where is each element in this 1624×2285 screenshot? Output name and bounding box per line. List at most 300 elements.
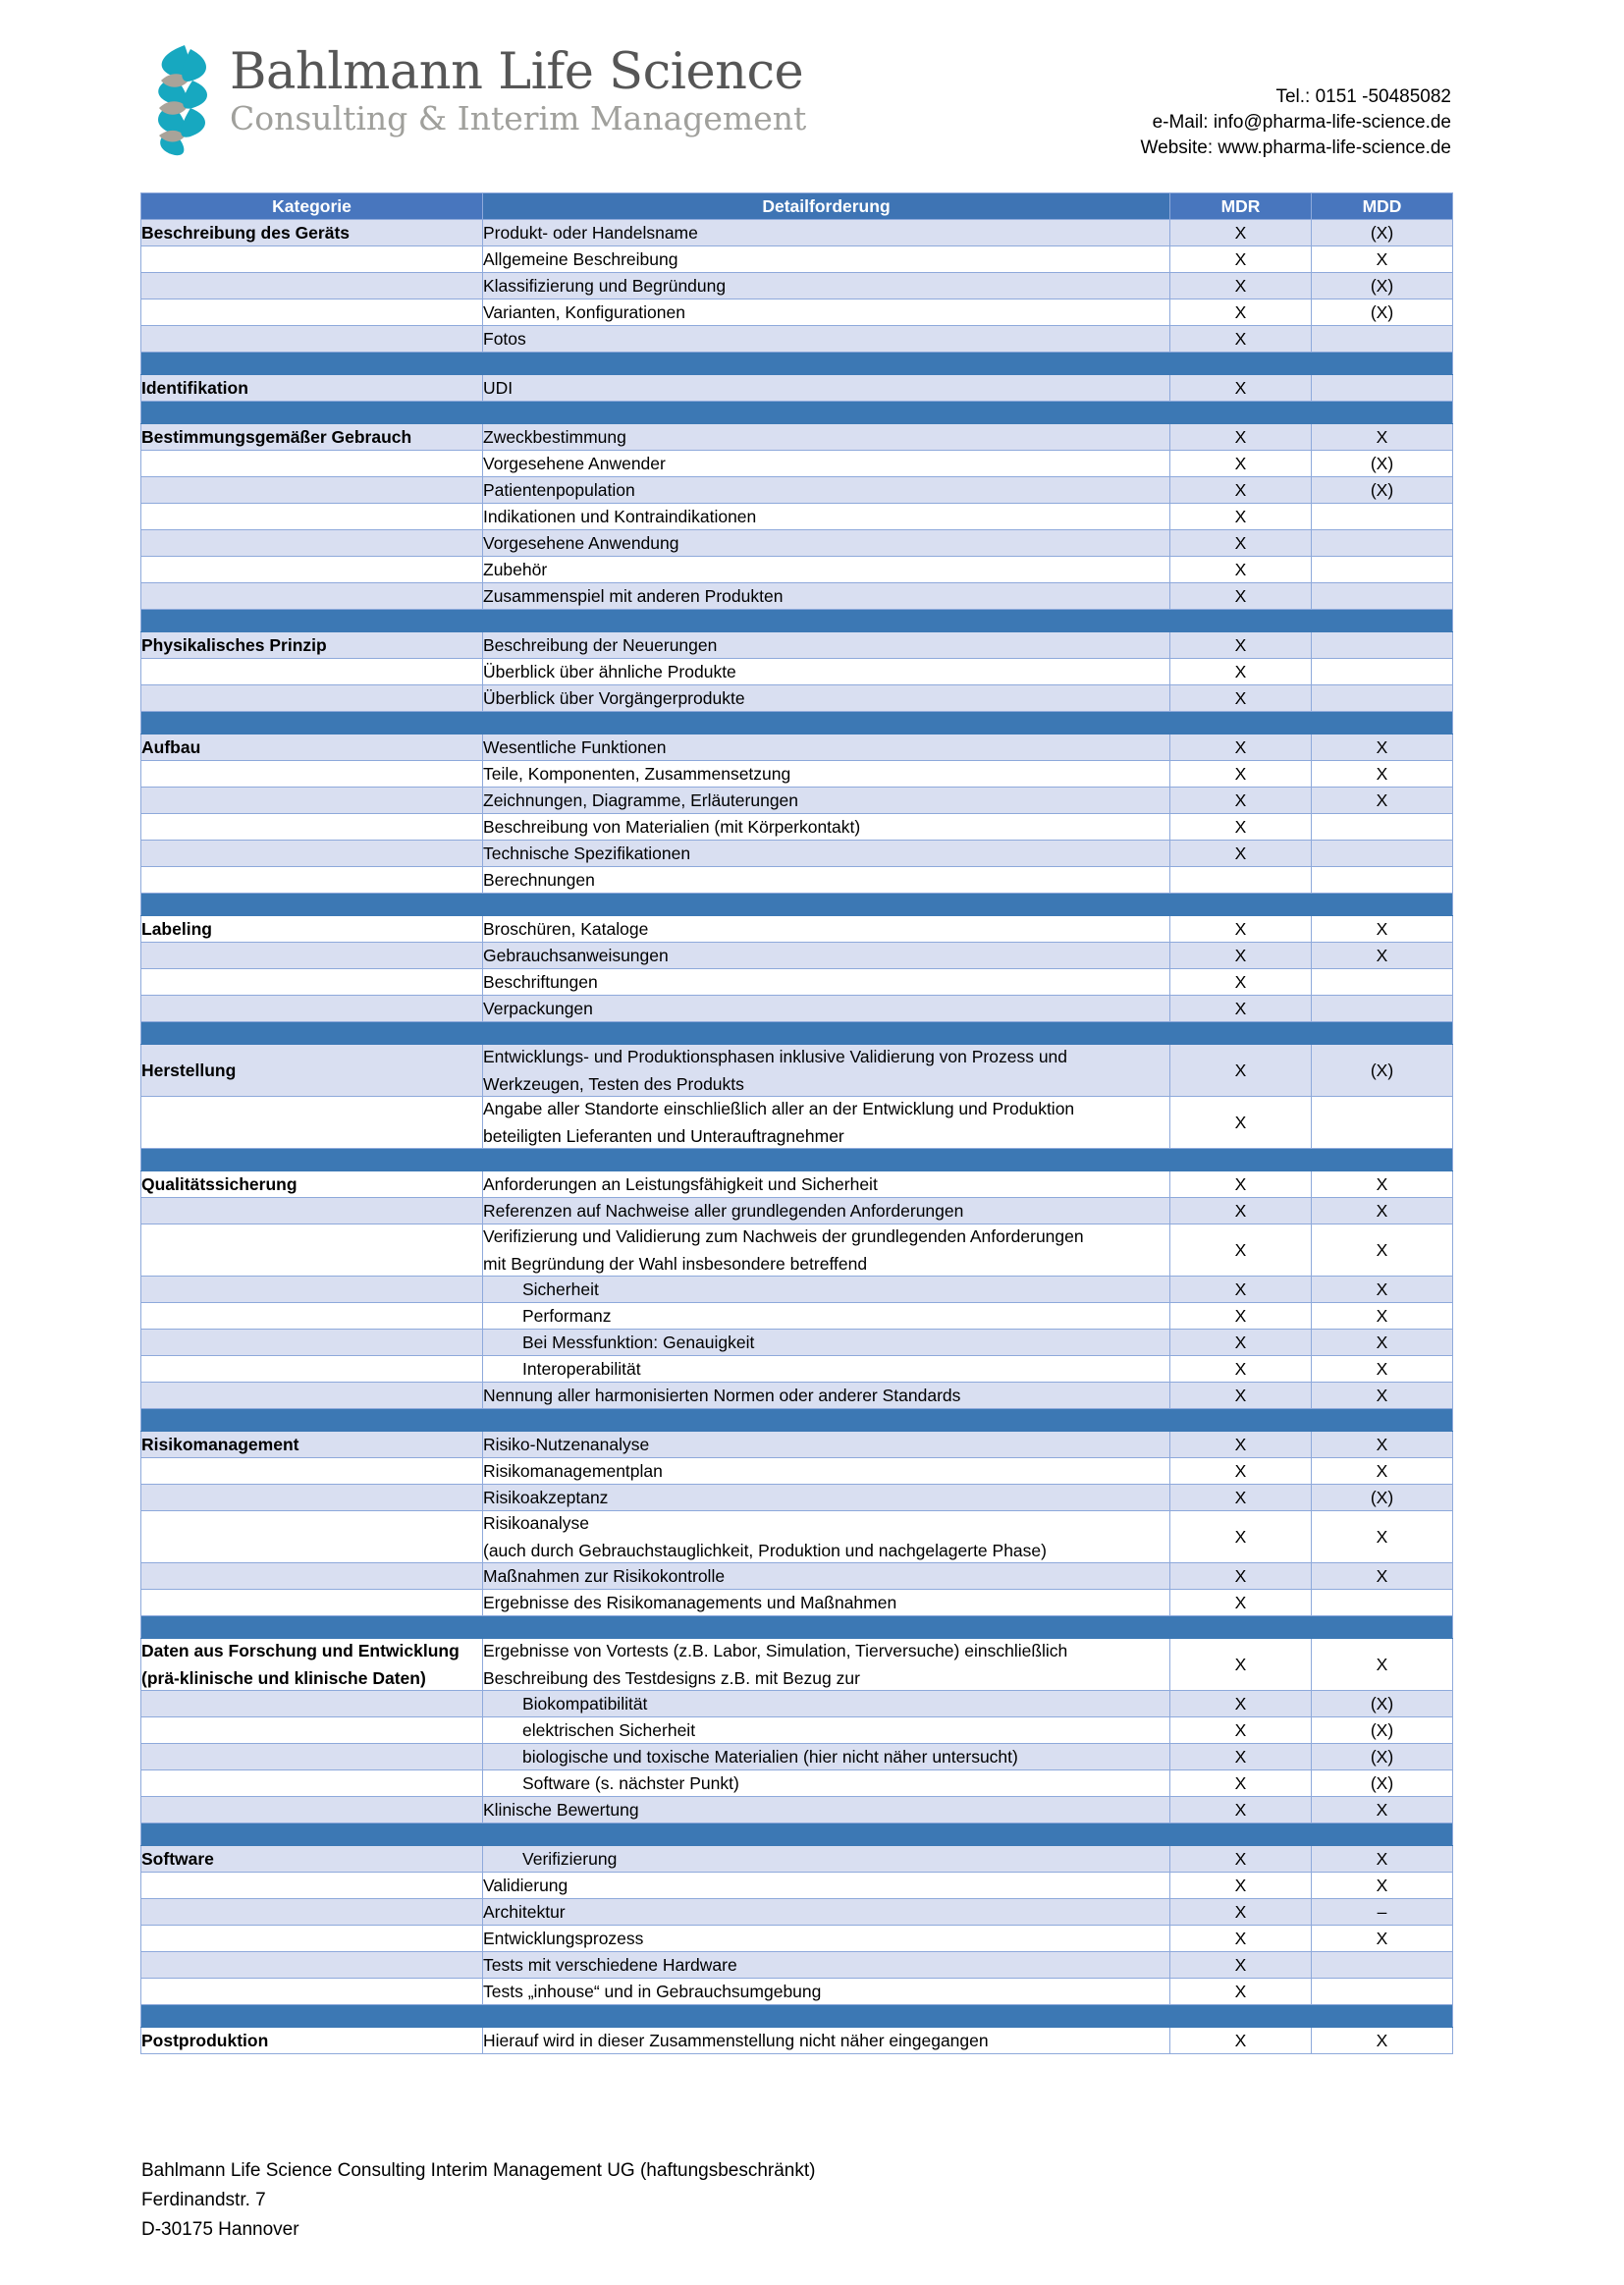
cell-mdd-mark: X	[1312, 1639, 1453, 1691]
table-row	[141, 477, 1453, 504]
table-row	[141, 557, 1453, 583]
cell-mdr-mark: X	[1170, 1277, 1312, 1303]
cell-kategorie	[141, 273, 483, 299]
cell-kategorie	[141, 969, 483, 996]
cell-mdr-mark: X	[1170, 220, 1312, 246]
cell-mdr-mark: X	[1170, 1171, 1312, 1198]
cell-mdr-mark: X	[1170, 1717, 1312, 1744]
cell-mdr-mark: X	[1170, 2028, 1312, 2054]
logo-title: Bahlmann Life Science	[230, 43, 804, 101]
cell-mdr-mark: X	[1170, 530, 1312, 557]
table-row	[141, 424, 1453, 451]
cell-detailforderung: Architektur	[483, 1899, 1170, 1926]
cell-mdd-mark	[1312, 557, 1453, 583]
cell-kategorie	[141, 1224, 483, 1277]
cell-detailforderung: Allgemeine Beschreibung	[483, 246, 1170, 273]
cell-kategorie	[141, 557, 483, 583]
cell-mdr-mark: X	[1170, 996, 1312, 1022]
cell-mdd-mark	[1312, 632, 1453, 659]
section-separator-cell	[141, 1149, 1453, 1171]
cell-kategorie	[141, 1356, 483, 1383]
table-row	[141, 1770, 1453, 1797]
cell-detailforderung: Software (s. nächster Punkt)	[483, 1770, 1170, 1797]
section-separator-band	[141, 1022, 1453, 1045]
cell-kategorie	[141, 299, 483, 326]
cell-detailforderung: Tests mit verschiedene Hardware	[483, 1952, 1170, 1979]
cell-mdd-mark	[1312, 969, 1453, 996]
table-row	[141, 1873, 1453, 1899]
cell-detailforderung: Beschriftungen	[483, 969, 1170, 996]
table-row	[141, 632, 1453, 659]
cell-mdd-mark: X	[1312, 1198, 1453, 1224]
section-separator-cell	[141, 353, 1453, 375]
cell-detailforderung: UDI	[483, 375, 1170, 402]
cell-kategorie	[141, 583, 483, 610]
cell-mdr-mark: X	[1170, 1303, 1312, 1330]
table-row	[141, 1744, 1453, 1770]
cell-mdd-mark: X	[1312, 246, 1453, 273]
cell-kategorie	[141, 1691, 483, 1717]
cell-detailforderung: Vorgesehene Anwender	[483, 451, 1170, 477]
table-row	[141, 451, 1453, 477]
cell-kategorie	[141, 326, 483, 353]
cell-mdd-mark	[1312, 867, 1453, 894]
cell-mdd-mark: X	[1312, 1511, 1453, 1563]
table-row	[141, 1979, 1453, 2005]
footer-street: Ferdinandstr. 7	[141, 2190, 266, 2210]
cell-mdd-mark: X	[1312, 1873, 1453, 1899]
cell-kategorie	[141, 246, 483, 273]
cell-mdr-mark: X	[1170, 557, 1312, 583]
cell-detailforderung: Risiko-Nutzenanalyse	[483, 1432, 1170, 1458]
cell-mdr-mark: X	[1170, 273, 1312, 299]
footer-city: D-30175 Hannover	[141, 2219, 299, 2240]
cell-mdd-mark: X	[1312, 1356, 1453, 1383]
cell-detailforderung: Zweckbestimmung	[483, 424, 1170, 451]
cell-mdr-mark: X	[1170, 1926, 1312, 1952]
cell-mdd-mark	[1312, 685, 1453, 712]
cell-mdr-mark: X	[1170, 916, 1312, 943]
cell-kategorie: Daten aus Forschung und Entwicklung (prä-klinische und klinische Daten)	[141, 1639, 483, 1691]
table-row	[141, 1691, 1453, 1717]
requirements-table-wrap	[140, 192, 1452, 2054]
table-row	[141, 761, 1453, 788]
cell-kategorie	[141, 867, 483, 894]
cell-mdd-mark	[1312, 326, 1453, 353]
cell-kategorie: Beschreibung des Geräts	[141, 220, 483, 246]
cell-detailforderung: Indikationen und Kontraindikationen	[483, 504, 1170, 530]
cell-kategorie	[141, 1717, 483, 1744]
cell-mdr-mark: X	[1170, 632, 1312, 659]
cell-detailforderung: Gebrauchsanweisungen	[483, 943, 1170, 969]
cell-detailforderung: Technische Spezifikationen	[483, 841, 1170, 867]
cell-mdd-mark: X	[1312, 1303, 1453, 1330]
cell-detailforderung: Sicherheit	[483, 1277, 1170, 1303]
cell-mdr-mark: X	[1170, 1952, 1312, 1979]
cell-detailforderung: Validierung	[483, 1873, 1170, 1899]
cell-mdd-mark	[1312, 996, 1453, 1022]
cell-mdd-mark: X	[1312, 1926, 1453, 1952]
cell-kategorie	[141, 685, 483, 712]
cell-mdr-mark: X	[1170, 969, 1312, 996]
cell-kategorie	[141, 1198, 483, 1224]
cell-mdd-mark: X	[1312, 1171, 1453, 1198]
cell-mdd-mark: X	[1312, 1563, 1453, 1590]
cell-detailforderung: Anforderungen an Leistungsfähigkeit und Sicherheit	[483, 1171, 1170, 1198]
section-separator-band	[141, 1616, 1453, 1639]
table-row	[141, 685, 1453, 712]
table-row	[141, 814, 1453, 841]
cell-mdr-mark: X	[1170, 1458, 1312, 1485]
cell-mdd-mark	[1312, 1952, 1453, 1979]
cell-detailforderung: Tests „inhouse“ und in Gebrauchsumgebung	[483, 1979, 1170, 2005]
table-row	[141, 1432, 1453, 1458]
cell-mdr-mark: X	[1170, 1797, 1312, 1823]
cell-mdr-mark: X	[1170, 1045, 1312, 1097]
cell-kategorie	[141, 1952, 483, 1979]
cell-kategorie	[141, 1899, 483, 1926]
cell-kategorie	[141, 1485, 483, 1511]
cell-detailforderung: Verifizierung	[483, 1846, 1170, 1873]
table-header	[141, 193, 1453, 220]
table-row	[141, 1639, 1453, 1691]
column-header-kategorie: Kategorie	[141, 193, 483, 220]
section-separator-band	[141, 610, 1453, 632]
cell-detailforderung: Berechnungen	[483, 867, 1170, 894]
cell-detailforderung: Zeichnungen, Diagramme, Erläuterungen	[483, 788, 1170, 814]
cell-detailforderung: Verpackungen	[483, 996, 1170, 1022]
cell-mdr-mark: X	[1170, 761, 1312, 788]
table-row	[141, 1458, 1453, 1485]
cell-detailforderung: Zusammenspiel mit anderen Produkten	[483, 583, 1170, 610]
cell-detailforderung: Referenzen auf Nachweise aller grundlegenden Anforderungen	[483, 1198, 1170, 1224]
cell-detailforderung: Risikomanagementplan	[483, 1458, 1170, 1485]
cell-kategorie	[141, 451, 483, 477]
section-separator-band	[141, 2005, 1453, 2028]
cell-mdr-mark: X	[1170, 1639, 1312, 1691]
cell-mdr-mark: X	[1170, 451, 1312, 477]
table-row	[141, 1097, 1453, 1149]
cell-kategorie	[141, 1330, 483, 1356]
table-row	[141, 1330, 1453, 1356]
column-header-mdd: MDD	[1312, 193, 1453, 220]
helix-logo-icon	[145, 41, 222, 157]
cell-detailforderung: Beschreibung von Materialien (mit Körperkontakt)	[483, 814, 1170, 841]
cell-mdd-mark: X	[1312, 1330, 1453, 1356]
cell-mdr-mark: X	[1170, 943, 1312, 969]
cell-mdr-mark: X	[1170, 1770, 1312, 1797]
cell-mdd-mark	[1312, 1590, 1453, 1616]
cell-mdr-mark: X	[1170, 659, 1312, 685]
table-row	[141, 1926, 1453, 1952]
cell-kategorie: Qualitätssicherung	[141, 1171, 483, 1198]
cell-mdr-mark: X	[1170, 1330, 1312, 1356]
table-row	[141, 2028, 1453, 2054]
section-separator-band	[141, 894, 1453, 916]
cell-kategorie	[141, 1797, 483, 1823]
cell-mdd-mark: –	[1312, 1899, 1453, 1926]
cell-kategorie	[141, 1770, 483, 1797]
cell-mdr-mark: X	[1170, 1432, 1312, 1458]
cell-mdd-mark: X	[1312, 943, 1453, 969]
cell-detailforderung: Bei Messfunktion: Genauigkeit	[483, 1330, 1170, 1356]
cell-kategorie	[141, 1458, 483, 1485]
table-row	[141, 1563, 1453, 1590]
cell-mdr-mark: X	[1170, 814, 1312, 841]
cell-mdr-mark	[1170, 867, 1312, 894]
table-row	[141, 1590, 1453, 1616]
cell-kategorie	[141, 996, 483, 1022]
section-separator-cell	[141, 712, 1453, 734]
cell-detailforderung: Überblick über Vorgängerprodukte	[483, 685, 1170, 712]
cell-mdd-mark: (X)	[1312, 451, 1453, 477]
cell-kategorie	[141, 1097, 483, 1149]
cell-kategorie	[141, 1563, 483, 1590]
table-row	[141, 326, 1453, 353]
cell-mdd-mark: X	[1312, 1458, 1453, 1485]
table-row	[141, 996, 1453, 1022]
cell-mdr-mark: X	[1170, 424, 1312, 451]
cell-mdd-mark: X	[1312, 1432, 1453, 1458]
cell-mdr-mark: X	[1170, 375, 1312, 402]
table-header-row	[141, 193, 1453, 220]
cell-mdr-mark: X	[1170, 1873, 1312, 1899]
cell-kategorie	[141, 1926, 483, 1952]
cell-kategorie: Labeling	[141, 916, 483, 943]
cell-detailforderung: Entwicklungsprozess	[483, 1926, 1170, 1952]
section-separator-band	[141, 1823, 1453, 1846]
cell-detailforderung: Performanz	[483, 1303, 1170, 1330]
cell-mdd-mark: X	[1312, 734, 1453, 761]
cell-mdd-mark: (X)	[1312, 1717, 1453, 1744]
cell-mdd-mark: X	[1312, 1846, 1453, 1873]
cell-mdr-mark: X	[1170, 504, 1312, 530]
cell-mdd-mark	[1312, 530, 1453, 557]
cell-mdd-mark	[1312, 659, 1453, 685]
table-row	[141, 273, 1453, 299]
cell-kategorie	[141, 1277, 483, 1303]
cell-mdr-mark: X	[1170, 1744, 1312, 1770]
cell-detailforderung: Varianten, Konfigurationen	[483, 299, 1170, 326]
cell-mdr-mark: X	[1170, 1198, 1312, 1224]
contact-block	[1141, 84, 1451, 161]
requirements-table	[140, 192, 1453, 2054]
cell-detailforderung: Verifizierung und Validierung zum Nachweis der grundlegenden Anforderungen mit Begründung der Wahl insbesondere betreffend	[483, 1224, 1170, 1277]
table-row	[141, 1303, 1453, 1330]
cell-mdr-mark: X	[1170, 583, 1312, 610]
table-row	[141, 1383, 1453, 1409]
cell-kategorie	[141, 1303, 483, 1330]
cell-mdd-mark: (X)	[1312, 477, 1453, 504]
contact-email: e-Mail: info@pharma-life-science.de	[1152, 112, 1451, 133]
cell-kategorie	[141, 1744, 483, 1770]
cell-kategorie	[141, 841, 483, 867]
table-row	[141, 1717, 1453, 1744]
cell-detailforderung: Angabe aller Standorte einschließlich aller an der Entwicklung und Produktion beteiligten Lieferanten und Unterauftragnehmer	[483, 1097, 1170, 1149]
cell-detailforderung: biologische und toxische Materialien (hier nicht näher untersucht)	[483, 1744, 1170, 1770]
cell-mdd-mark: (X)	[1312, 1770, 1453, 1797]
table-row	[141, 969, 1453, 996]
cell-kategorie	[141, 1873, 483, 1899]
section-separator-cell	[141, 1616, 1453, 1639]
table-row	[141, 867, 1453, 894]
section-separator-cell	[141, 2005, 1453, 2028]
cell-mdr-mark: X	[1170, 299, 1312, 326]
cell-mdd-mark: (X)	[1312, 220, 1453, 246]
cell-mdr-mark: X	[1170, 246, 1312, 273]
cell-kategorie	[141, 814, 483, 841]
cell-detailforderung: Teile, Komponenten, Zusammensetzung	[483, 761, 1170, 788]
cell-mdd-mark: X	[1312, 916, 1453, 943]
cell-kategorie: Postproduktion	[141, 2028, 483, 2054]
cell-kategorie	[141, 1511, 483, 1563]
cell-kategorie: Herstellung	[141, 1045, 483, 1097]
table-row	[141, 659, 1453, 685]
logo-subtitle: Consulting & Interim Management	[230, 99, 807, 137]
table-row	[141, 220, 1453, 246]
table-row	[141, 299, 1453, 326]
table-row	[141, 841, 1453, 867]
cell-mdr-mark: X	[1170, 841, 1312, 867]
cell-kategorie	[141, 943, 483, 969]
cell-kategorie	[141, 530, 483, 557]
cell-detailforderung: Ergebnisse von Vortests (z.B. Labor, Simulation, Tierversuche) einschließlich Beschreibung des Testdesigns z.B. mit Bezug zur	[483, 1639, 1170, 1691]
table-row	[141, 246, 1453, 273]
cell-kategorie	[141, 761, 483, 788]
footer-company: Bahlmann Life Science Consulting Interim Management UG (haftungsbeschränkt)	[141, 2160, 816, 2181]
table-row	[141, 375, 1453, 402]
cell-detailforderung: Hierauf wird in dieser Zusammenstellung nicht näher eingegangen	[483, 2028, 1170, 2054]
cell-mdd-mark	[1312, 375, 1453, 402]
cell-mdr-mark: X	[1170, 1563, 1312, 1590]
cell-mdd-mark	[1312, 1979, 1453, 2005]
cell-mdr-mark: X	[1170, 477, 1312, 504]
table-row	[141, 1511, 1453, 1563]
contact-phone: Tel.: 0151 -50485082	[1275, 86, 1451, 107]
cell-kategorie: Identifikation	[141, 375, 483, 402]
cell-mdd-mark: (X)	[1312, 1485, 1453, 1511]
cell-detailforderung: Ergebnisse des Risikomanagements und Maßnahmen	[483, 1590, 1170, 1616]
cell-detailforderung: Biokompatibilität	[483, 1691, 1170, 1717]
cell-mdd-mark: (X)	[1312, 1045, 1453, 1097]
section-separator-band	[141, 402, 1453, 424]
cell-mdd-mark	[1312, 841, 1453, 867]
cell-mdd-mark: (X)	[1312, 273, 1453, 299]
cell-kategorie	[141, 1383, 483, 1409]
cell-detailforderung: Wesentliche Funktionen	[483, 734, 1170, 761]
cell-mdd-mark: (X)	[1312, 299, 1453, 326]
cell-mdr-mark: X	[1170, 1224, 1312, 1277]
cell-mdr-mark: X	[1170, 1511, 1312, 1563]
cell-mdr-mark: X	[1170, 1899, 1312, 1926]
table-row	[141, 1485, 1453, 1511]
section-separator-band	[141, 712, 1453, 734]
cell-mdd-mark: X	[1312, 1383, 1453, 1409]
section-separator-band	[141, 1149, 1453, 1171]
cell-mdr-mark: X	[1170, 1590, 1312, 1616]
section-separator-cell	[141, 610, 1453, 632]
section-separator-cell	[141, 1409, 1453, 1432]
section-separator-band	[141, 1409, 1453, 1432]
cell-mdr-mark: X	[1170, 1485, 1312, 1511]
cell-mdd-mark: X	[1312, 1224, 1453, 1277]
cell-kategorie: Bestimmungsgemäßer Gebrauch	[141, 424, 483, 451]
table-row	[141, 943, 1453, 969]
table-row	[141, 916, 1453, 943]
cell-mdd-mark	[1312, 1097, 1453, 1149]
section-separator-cell	[141, 1022, 1453, 1045]
cell-mdr-mark: X	[1170, 734, 1312, 761]
cell-kategorie: Physikalisches Prinzip	[141, 632, 483, 659]
table-row	[141, 1045, 1453, 1097]
cell-detailforderung: Maßnahmen zur Risikokontrolle	[483, 1563, 1170, 1590]
cell-detailforderung: Vorgesehene Anwendung	[483, 530, 1170, 557]
table-row	[141, 1797, 1453, 1823]
cell-mdr-mark: X	[1170, 1356, 1312, 1383]
table-row	[141, 1224, 1453, 1277]
table-row	[141, 504, 1453, 530]
table-row	[141, 734, 1453, 761]
logo-text-block	[230, 41, 806, 137]
cell-kategorie	[141, 477, 483, 504]
table-row	[141, 1356, 1453, 1383]
cell-detailforderung: Fotos	[483, 326, 1170, 353]
cell-detailforderung: Nennung aller harmonisierten Normen oder anderer Standards	[483, 1383, 1170, 1409]
table-row	[141, 1171, 1453, 1198]
cell-detailforderung: Produkt- oder Handelsname	[483, 220, 1170, 246]
cell-mdr-mark: X	[1170, 1383, 1312, 1409]
table-row	[141, 530, 1453, 557]
cell-detailforderung: Zubehör	[483, 557, 1170, 583]
cell-detailforderung: elektrischen Sicherheit	[483, 1717, 1170, 1744]
cell-kategorie: Risikomanagement	[141, 1432, 483, 1458]
cell-kategorie: Aufbau	[141, 734, 483, 761]
cell-mdd-mark: (X)	[1312, 1744, 1453, 1770]
table-row	[141, 1899, 1453, 1926]
table-row	[141, 788, 1453, 814]
cell-kategorie	[141, 1979, 483, 2005]
column-header-mdr: MDR	[1170, 193, 1312, 220]
cell-mdd-mark: X	[1312, 788, 1453, 814]
cell-mdd-mark: X	[1312, 2028, 1453, 2054]
cell-detailforderung: Überblick über ähnliche Produkte	[483, 659, 1170, 685]
page-header	[0, 0, 1624, 183]
cell-mdd-mark: X	[1312, 1797, 1453, 1823]
page-footer	[141, 2156, 815, 2245]
section-separator-cell	[141, 1823, 1453, 1846]
cell-kategorie	[141, 504, 483, 530]
table-row	[141, 583, 1453, 610]
section-separator-cell	[141, 894, 1453, 916]
table-body	[141, 220, 1453, 2054]
cell-mdd-mark	[1312, 504, 1453, 530]
cell-kategorie	[141, 1590, 483, 1616]
table-row	[141, 1952, 1453, 1979]
cell-mdr-mark: X	[1170, 1846, 1312, 1873]
cell-mdd-mark: X	[1312, 424, 1453, 451]
cell-mdr-mark: X	[1170, 1691, 1312, 1717]
cell-mdr-mark: X	[1170, 1979, 1312, 2005]
column-header-detailforderung: Detailforderung	[483, 193, 1170, 220]
section-separator-band	[141, 353, 1453, 375]
cell-mdd-mark: X	[1312, 761, 1453, 788]
cell-kategorie	[141, 788, 483, 814]
cell-detailforderung: Patientenpopulation	[483, 477, 1170, 504]
cell-mdd-mark	[1312, 583, 1453, 610]
cell-kategorie: Software	[141, 1846, 483, 1873]
cell-detailforderung: Klassifizierung und Begründung	[483, 273, 1170, 299]
cell-detailforderung: Risikoakzeptanz	[483, 1485, 1170, 1511]
